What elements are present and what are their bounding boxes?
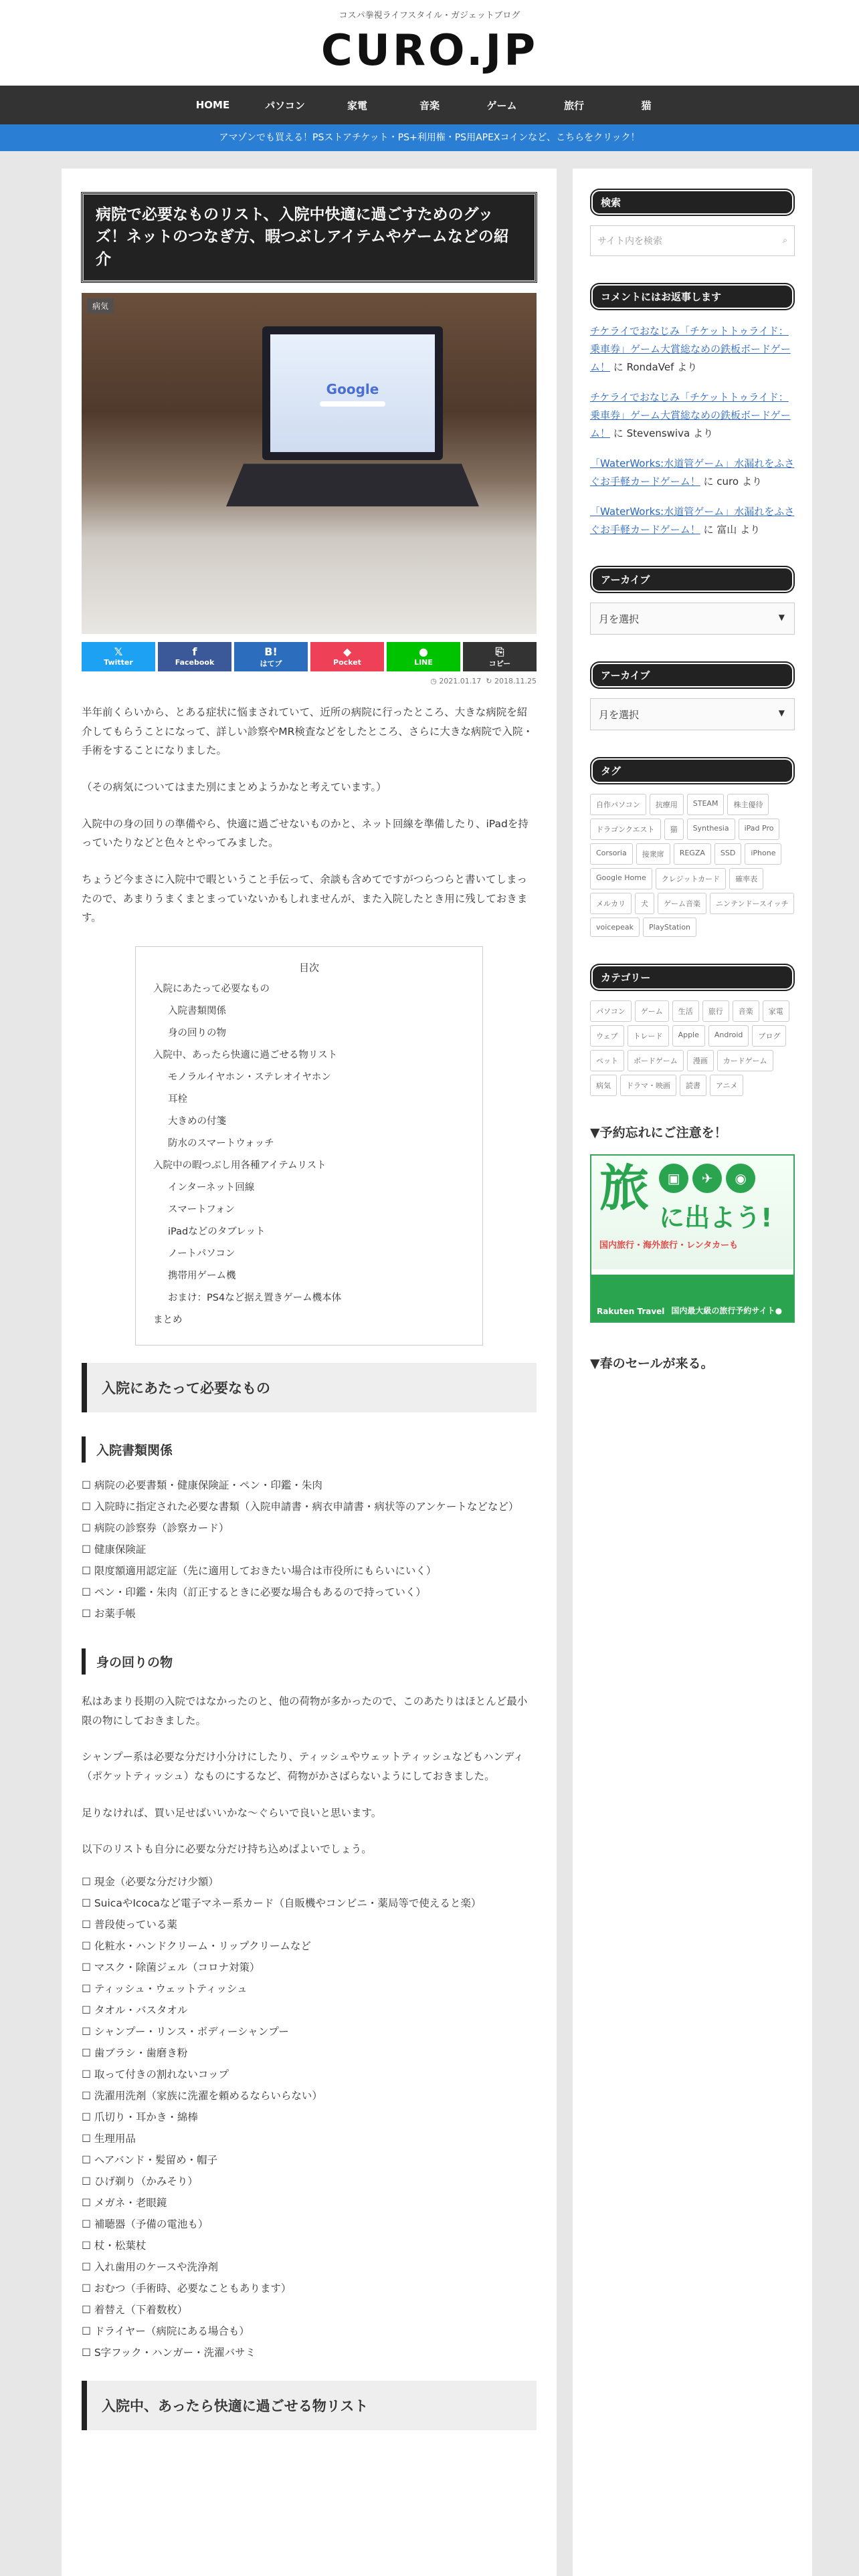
- recent-comment: [590, 322, 795, 377]
- share-icon: ◆: [343, 645, 352, 659]
- site-logo[interactable]: CURO.JP: [320, 26, 539, 76]
- checklist-item: ☐ 化粧水・ハンドクリーム・リップクリームなど: [82, 1935, 537, 1957]
- category-link[interactable]: ボードゲーム: [628, 1050, 684, 1071]
- category-link[interactable]: Android: [708, 1025, 749, 1047]
- toc-link[interactable]: 携帯用ゲーム機: [168, 1271, 236, 1282]
- checklist-item: ☐ 普段使っている薬: [82, 1914, 537, 1935]
- ad-strip-text: 国内旅行・海外旅行・レンタカーも: [599, 1241, 739, 1251]
- toc-title: 目次: [298, 962, 319, 974]
- checklist-item: ☐ S字フック・ハンガー・洗濯バサミ: [82, 2342, 537, 2363]
- tag-link[interactable]: REGZA: [674, 843, 711, 865]
- promo-banner[interactable]: アマゾンでも買える！PSストアチケット・PS+利用権・PS用APEXコインなど、こちらをクリック！: [0, 124, 859, 151]
- comment-post-link[interactable]: チケライでおなじみ「チケットトゥライド：乗車券」ゲーム大賞総なめの鉄板ボードゲーム！: [590, 391, 791, 439]
- tag-link[interactable]: ニンテンドースイッチ: [710, 893, 794, 914]
- checklist-item: ☐ 病院の必要書類・健康保険証・ペン・印鑑・朱肉: [82, 1475, 537, 1496]
- share-button-twitter[interactable]: [82, 642, 155, 671]
- share-icon: f: [192, 645, 197, 659]
- tag-link[interactable]: Corsoria: [590, 843, 633, 865]
- comment-post-link[interactable]: 「WaterWorks:水道管ゲーム」水漏れをふさぐお手軽カードゲーム！: [590, 457, 795, 488]
- search-widget-title: 検索: [590, 189, 795, 216]
- category-link[interactable]: ゲーム: [635, 1000, 669, 1022]
- intro-paragraph: 半年前くらいから、とある症状に悩まされていて、近所の病院に行ったところ、大きな病院を紹介してもらうことになって、詳しい診察やMR検査などをしたところ、さらに大きな病院で入院・手術をすることになりました。: [82, 706, 533, 757]
- tag-link[interactable]: ゲーム音楽: [658, 893, 706, 914]
- checklist-item: ☐ 生理用品: [82, 2128, 537, 2149]
- comment-suffix: より: [740, 524, 761, 536]
- checklist-item: ☐ 取って付きの割れないコップ: [82, 2064, 537, 2085]
- heading-comfort-items: 入院中、あったら快適に過ごせる物リスト: [82, 2381, 537, 2430]
- checklist-item: ☐ SuicaやIcocaなど電子マネー系カード（自販機やコンビニ・薬局等で使えると楽）: [82, 1893, 537, 1914]
- recent-comment: [590, 455, 795, 491]
- google-search-bar: [320, 401, 385, 407]
- category-link[interactable]: カードゲーム: [717, 1050, 773, 1071]
- comments-widget-title: コメントにはお返事します: [590, 283, 795, 310]
- tag-link[interactable]: SSD: [714, 843, 741, 865]
- category-link[interactable]: 旅行: [702, 1000, 729, 1022]
- archive-title-1: アーカイブ: [590, 566, 795, 593]
- archive-select-2[interactable]: [590, 698, 795, 730]
- post-dates: [82, 677, 537, 685]
- category-link[interactable]: ブログ: [752, 1025, 786, 1047]
- category-link[interactable]: トレード: [628, 1025, 669, 1047]
- share-label: Twitter: [104, 658, 133, 667]
- heading-required-items: 入院にあたって必要なもの: [82, 1363, 537, 1412]
- category-link[interactable]: アニメ: [710, 1075, 743, 1096]
- heading-documents: 入院書類関係: [82, 1436, 537, 1463]
- checklist-item: ☐ メガネ・老眼鏡: [82, 2192, 537, 2214]
- body-paragraph: 足りなければ、買い足せばいいかな〜ぐらいで良いと思います。: [82, 1806, 382, 1819]
- comment-author: Stevenswiva: [626, 427, 690, 439]
- travel-ad-banner[interactable]: [590, 1154, 795, 1323]
- eyecatch-image: [82, 293, 537, 634]
- tag-link[interactable]: Synthesia: [687, 819, 735, 840]
- comment-separator: に: [613, 361, 624, 373]
- category-link[interactable]: ウェブ: [590, 1025, 624, 1047]
- toc-link[interactable]: 入院にあたって必要なもの: [153, 984, 270, 995]
- tag-link[interactable]: クレジットカード: [656, 868, 726, 889]
- nav-item[interactable]: パソコン: [265, 99, 305, 112]
- checklist-item: ☐ 入れ歯用のケースや洗浄剤: [82, 2256, 537, 2278]
- nav-item[interactable]: 旅行: [563, 99, 584, 112]
- chevron-down-icon: ▼: [778, 613, 785, 622]
- global-nav: [0, 86, 859, 124]
- belongings-checklist: [82, 1871, 537, 2363]
- tags-widget-title: タグ: [590, 757, 795, 784]
- toc-link[interactable]: 耳栓: [168, 1094, 187, 1105]
- toc-link[interactable]: モノラルイヤホン・ステレオイヤホン: [168, 1072, 331, 1083]
- checklist-item: ☐ ヘアバンド・髪留め・帽子: [82, 2149, 537, 2171]
- comment-separator: に: [703, 475, 714, 488]
- laptop-keyboard: [226, 463, 479, 506]
- intro-paragraph: （その病気についてはまた別にまとめようかなと考えています。）: [82, 781, 387, 794]
- nav-item[interactable]: HOME: [195, 99, 230, 111]
- comment-post-link[interactable]: チケライでおなじみ「チケットトゥライド：乗車券」ゲーム大賞総なめの鉄板ボードゲーム！: [590, 325, 791, 373]
- sidebar-search-input[interactable]: [590, 225, 795, 256]
- category-label[interactable]: 病気: [87, 298, 114, 314]
- comment-suffix: より: [692, 427, 713, 439]
- nav-item[interactable]: 音楽: [419, 99, 440, 112]
- category-link[interactable]: 音楽: [733, 1000, 759, 1022]
- categories-widget-title: カテゴリー: [590, 964, 795, 991]
- checklist-item: ☐ 現金（必要な分だけ少額）: [82, 1871, 537, 1893]
- checklist-item: ☐ マスク・除菌ジェル（コロナ対策）: [82, 1957, 537, 1978]
- tag-link[interactable]: STEAM: [687, 794, 725, 815]
- toc-link[interactable]: スマートフォン: [168, 1204, 235, 1216]
- share-button-line[interactable]: [387, 642, 460, 671]
- archive-select-1-value: 月を選択: [599, 613, 640, 625]
- date-published: 2021.01.17: [439, 677, 482, 686]
- toc-link[interactable]: 入院書類関係: [168, 1006, 226, 1017]
- share-label: コピー: [488, 659, 511, 669]
- checklist-item: ☐ 入院時に指定された必要な書類（入院申請書・病衣申請書・病状等のアンケートなどなど）: [82, 1496, 537, 1517]
- body-paragraph: シャンプー系は必要な分だけ小分けにしたり、ティッシュやウェットティッシュなどもハンディ（ポケットティッシュ）なものにするなど、荷物がかさばらないようにしておきました。: [82, 1751, 524, 1783]
- category-link[interactable]: パソコン: [590, 1000, 632, 1022]
- site-tagline: コスパ拳視ライフスタイル・ガジェットブログ: [339, 11, 520, 21]
- article-title: 病院で必要なものリスト、入院中快適に過ごすためのグッズ！ネットのつなぎ方、暇つぶしアイテムやゲームなどの紹介: [82, 193, 537, 282]
- archive-select-2-value: 月を選択: [599, 709, 640, 721]
- tag-link[interactable]: 自作パソコン: [590, 794, 646, 815]
- category-link[interactable]: 病気: [590, 1075, 617, 1096]
- tag-link[interactable]: ドラゴンクエスト: [590, 819, 661, 840]
- recent-comment: [590, 389, 795, 443]
- share-icon: ⎘: [495, 645, 504, 659]
- tags-widget: [590, 757, 795, 937]
- share-button-facebook[interactable]: [158, 642, 231, 671]
- toc-link[interactable]: ノートパソコン: [168, 1249, 235, 1260]
- recent-comment: [590, 503, 795, 539]
- ad-big-text: 旅: [599, 1160, 649, 1217]
- tag-link[interactable]: 抗療用: [650, 794, 684, 815]
- chevron-down-icon: ▼: [778, 708, 785, 718]
- categories-widget: [590, 964, 795, 1096]
- tag-link[interactable]: 猫: [664, 819, 684, 840]
- body-paragraph: 私はあまり長期の入院ではなかったのと、他の荷物が多かったので、このあたりはほとんど最小限の物にしておきました。: [82, 1695, 528, 1727]
- category-link[interactable]: 生活: [672, 1000, 699, 1022]
- share-label: Facebook: [175, 658, 215, 667]
- category-link[interactable]: ドラマ・映画: [620, 1075, 676, 1096]
- toc-link[interactable]: 入院中、あったら快適に過ごせる物リスト: [153, 1050, 338, 1061]
- comment-author: RondaVef: [626, 361, 674, 373]
- tag-link[interactable]: iPad Pro: [739, 819, 780, 840]
- documents-checklist: [82, 1475, 537, 1624]
- tag-link[interactable]: PlayStation: [643, 918, 696, 937]
- share-label: LINE: [414, 658, 433, 667]
- comment-separator: に: [703, 524, 714, 536]
- checklist-item: ☐ 着替え（下着数枚）: [82, 2299, 537, 2321]
- plane-icon: ✈: [692, 1164, 722, 1193]
- checklist-item: ☐ シャンプー・リンス・ボディーシャンプー: [82, 2021, 537, 2042]
- category-link[interactable]: 家電: [763, 1000, 789, 1022]
- tag-link[interactable]: 株主優待: [727, 794, 769, 815]
- site-header: [0, 0, 859, 86]
- checklist-item: ☐ 限度額適用認定証（先に適用しておきたい場合は市役所にもらいにいく）: [82, 1560, 537, 1582]
- ad-sub-text: に出よう!: [659, 1203, 773, 1232]
- toc-link[interactable]: 入院中の暇つぶし用各種アイテムリスト: [153, 1160, 326, 1172]
- tag-link[interactable]: 犬: [635, 893, 654, 914]
- checklist-item: ☐ ペン・印鑑・朱肉（訂正するときに必要な場合もあるので持っていく）: [82, 1582, 537, 1603]
- notice-heading: ▼予約忘れにご注意を！: [590, 1125, 727, 1140]
- share-icon: 𝕏: [114, 645, 123, 659]
- checklist-item: ☐ 杖・松葉杖: [82, 2235, 537, 2256]
- category-link[interactable]: Apple: [672, 1025, 705, 1047]
- checklist-item: ☐ お薬手帳: [82, 1603, 537, 1624]
- category-link[interactable]: ペット: [590, 1050, 624, 1071]
- comment-suffix: より: [677, 361, 698, 373]
- checklist-item: ☐ 病院の診察券（診察カード）: [82, 1517, 537, 1539]
- nav-item[interactable]: 家電: [347, 99, 367, 112]
- archive-title-2: アーカイブ: [590, 661, 795, 689]
- toc-link[interactable]: 防水のスマートウォッチ: [168, 1138, 274, 1150]
- comment-author: curo: [717, 475, 739, 488]
- toc-link[interactable]: インターネット回線: [168, 1182, 255, 1194]
- body-paragraph: 以下のリストも自分に必要な分だけ持ち込めばよいでしょう。: [82, 1843, 372, 1856]
- nav-item[interactable]: ゲーム: [486, 99, 517, 112]
- archive-widget-1: [590, 566, 795, 635]
- checklist-item: ☐ ティッシュ・ウェットティッシュ: [82, 1978, 537, 2000]
- checklist-item: ☐ おむつ（手術時、必要なこともあります）: [82, 2278, 537, 2299]
- rakuten-travel-logo: Rakuten Travel: [597, 1307, 665, 1316]
- checklist-item: ☐ 洗濯用洗剤（家族に洗濯を頼めるならいらない）: [82, 2085, 537, 2107]
- laptop-screen: [262, 326, 443, 460]
- checklist-item: ☐ 補聴器（予備の電池も）: [82, 2214, 537, 2235]
- category-link[interactable]: 漫画: [687, 1050, 714, 1071]
- archive-select-1[interactable]: [590, 603, 795, 635]
- clock-icon: ◷: [430, 677, 440, 686]
- checklist-item: ☐ 健康保険証: [82, 1539, 537, 1560]
- checklist-item: ☐ タオル・バスタオル: [82, 2000, 537, 2021]
- share-label: はてブ: [260, 659, 282, 669]
- checklist-item: ☐ ドライヤー（病院にある場合も）: [82, 2321, 537, 2342]
- search-widget: [590, 189, 795, 256]
- archive-widget-2: [590, 661, 795, 730]
- toc-link[interactable]: 身の回りの物: [168, 1028, 226, 1039]
- search-placeholder: サイト内を検索: [597, 236, 663, 247]
- table-of-contents: [135, 946, 483, 1346]
- intro-paragraph: 入院中の身の回りの準備やら、快適に過ごせないものかと、ネット回線を準備したり、iPadを持っていたりなどと色々とやってみました。: [82, 817, 529, 849]
- heading-belongings: 身の回りの物: [82, 1648, 537, 1675]
- category-link[interactable]: 読書: [680, 1075, 706, 1096]
- search-icon[interactable]: ⌕: [783, 235, 787, 245]
- comment-post-link[interactable]: 「WaterWorks:水道管ゲーム」水漏れをふさぐお手軽カードゲーム！: [590, 506, 795, 536]
- comment-separator: に: [613, 427, 624, 439]
- toc-link[interactable]: おまけ：PS4など据え置きゲーム機本体: [168, 1293, 342, 1304]
- sale-heading: ▼春のセールが来る。: [590, 1356, 714, 1371]
- train-icon: ▣: [659, 1164, 688, 1193]
- intro-paragraph: ちょうど今まさに入院中で暇ということ手伝って、余談も含めてですがつらつらと書いてしまったので、あまりうまくまとまっていないかもしれませんが、また入院したとき用に残しておきます。: [82, 873, 528, 924]
- main-content: [62, 169, 557, 2576]
- comments-widget: [590, 283, 795, 539]
- share-button-pocket[interactable]: [310, 642, 384, 671]
- toc-link[interactable]: まとめ: [153, 1315, 183, 1326]
- ad-bottom-text: 国内最大級の旅行予約サイト●: [671, 1306, 783, 1315]
- tag-link[interactable]: 接衆席: [636, 843, 670, 865]
- checklist-item: ☐ 爪切り・耳かき・綿棒: [82, 2107, 537, 2128]
- sidebar: [573, 169, 812, 2576]
- share-button-はてブ[interactable]: [234, 642, 308, 671]
- share-label: Pocket: [333, 658, 361, 667]
- tag-link[interactable]: iPhone: [745, 843, 781, 865]
- toc-link[interactable]: 大きめの付箋: [168, 1116, 226, 1128]
- tag-link[interactable]: voicepeak: [590, 918, 640, 937]
- checklist-item: ☐ 歯ブラシ・歯磨き粉: [82, 2042, 537, 2064]
- tag-link[interactable]: Google Home: [590, 868, 652, 889]
- refresh-icon: ↻: [486, 677, 495, 686]
- car-icon: ◉: [726, 1164, 755, 1193]
- checklist-item: ☐ ひげ剃り（かみそり）: [82, 2171, 537, 2192]
- comment-suffix: より: [741, 475, 762, 488]
- tag-link[interactable]: メルカリ: [590, 893, 632, 914]
- google-logo-text: Google: [326, 381, 379, 398]
- share-icon: ●: [419, 645, 428, 659]
- nav-item[interactable]: 猫: [641, 99, 652, 112]
- share-button-コピー[interactable]: [463, 642, 537, 671]
- date-updated: 2018.11.25: [494, 677, 537, 686]
- toc-link[interactable]: iPadなどのタブレット: [168, 1226, 266, 1238]
- tag-link[interactable]: 確率表: [729, 868, 763, 889]
- share-buttons: [82, 642, 537, 671]
- share-icon: B!: [264, 645, 278, 659]
- comment-author: 富山: [717, 524, 737, 536]
